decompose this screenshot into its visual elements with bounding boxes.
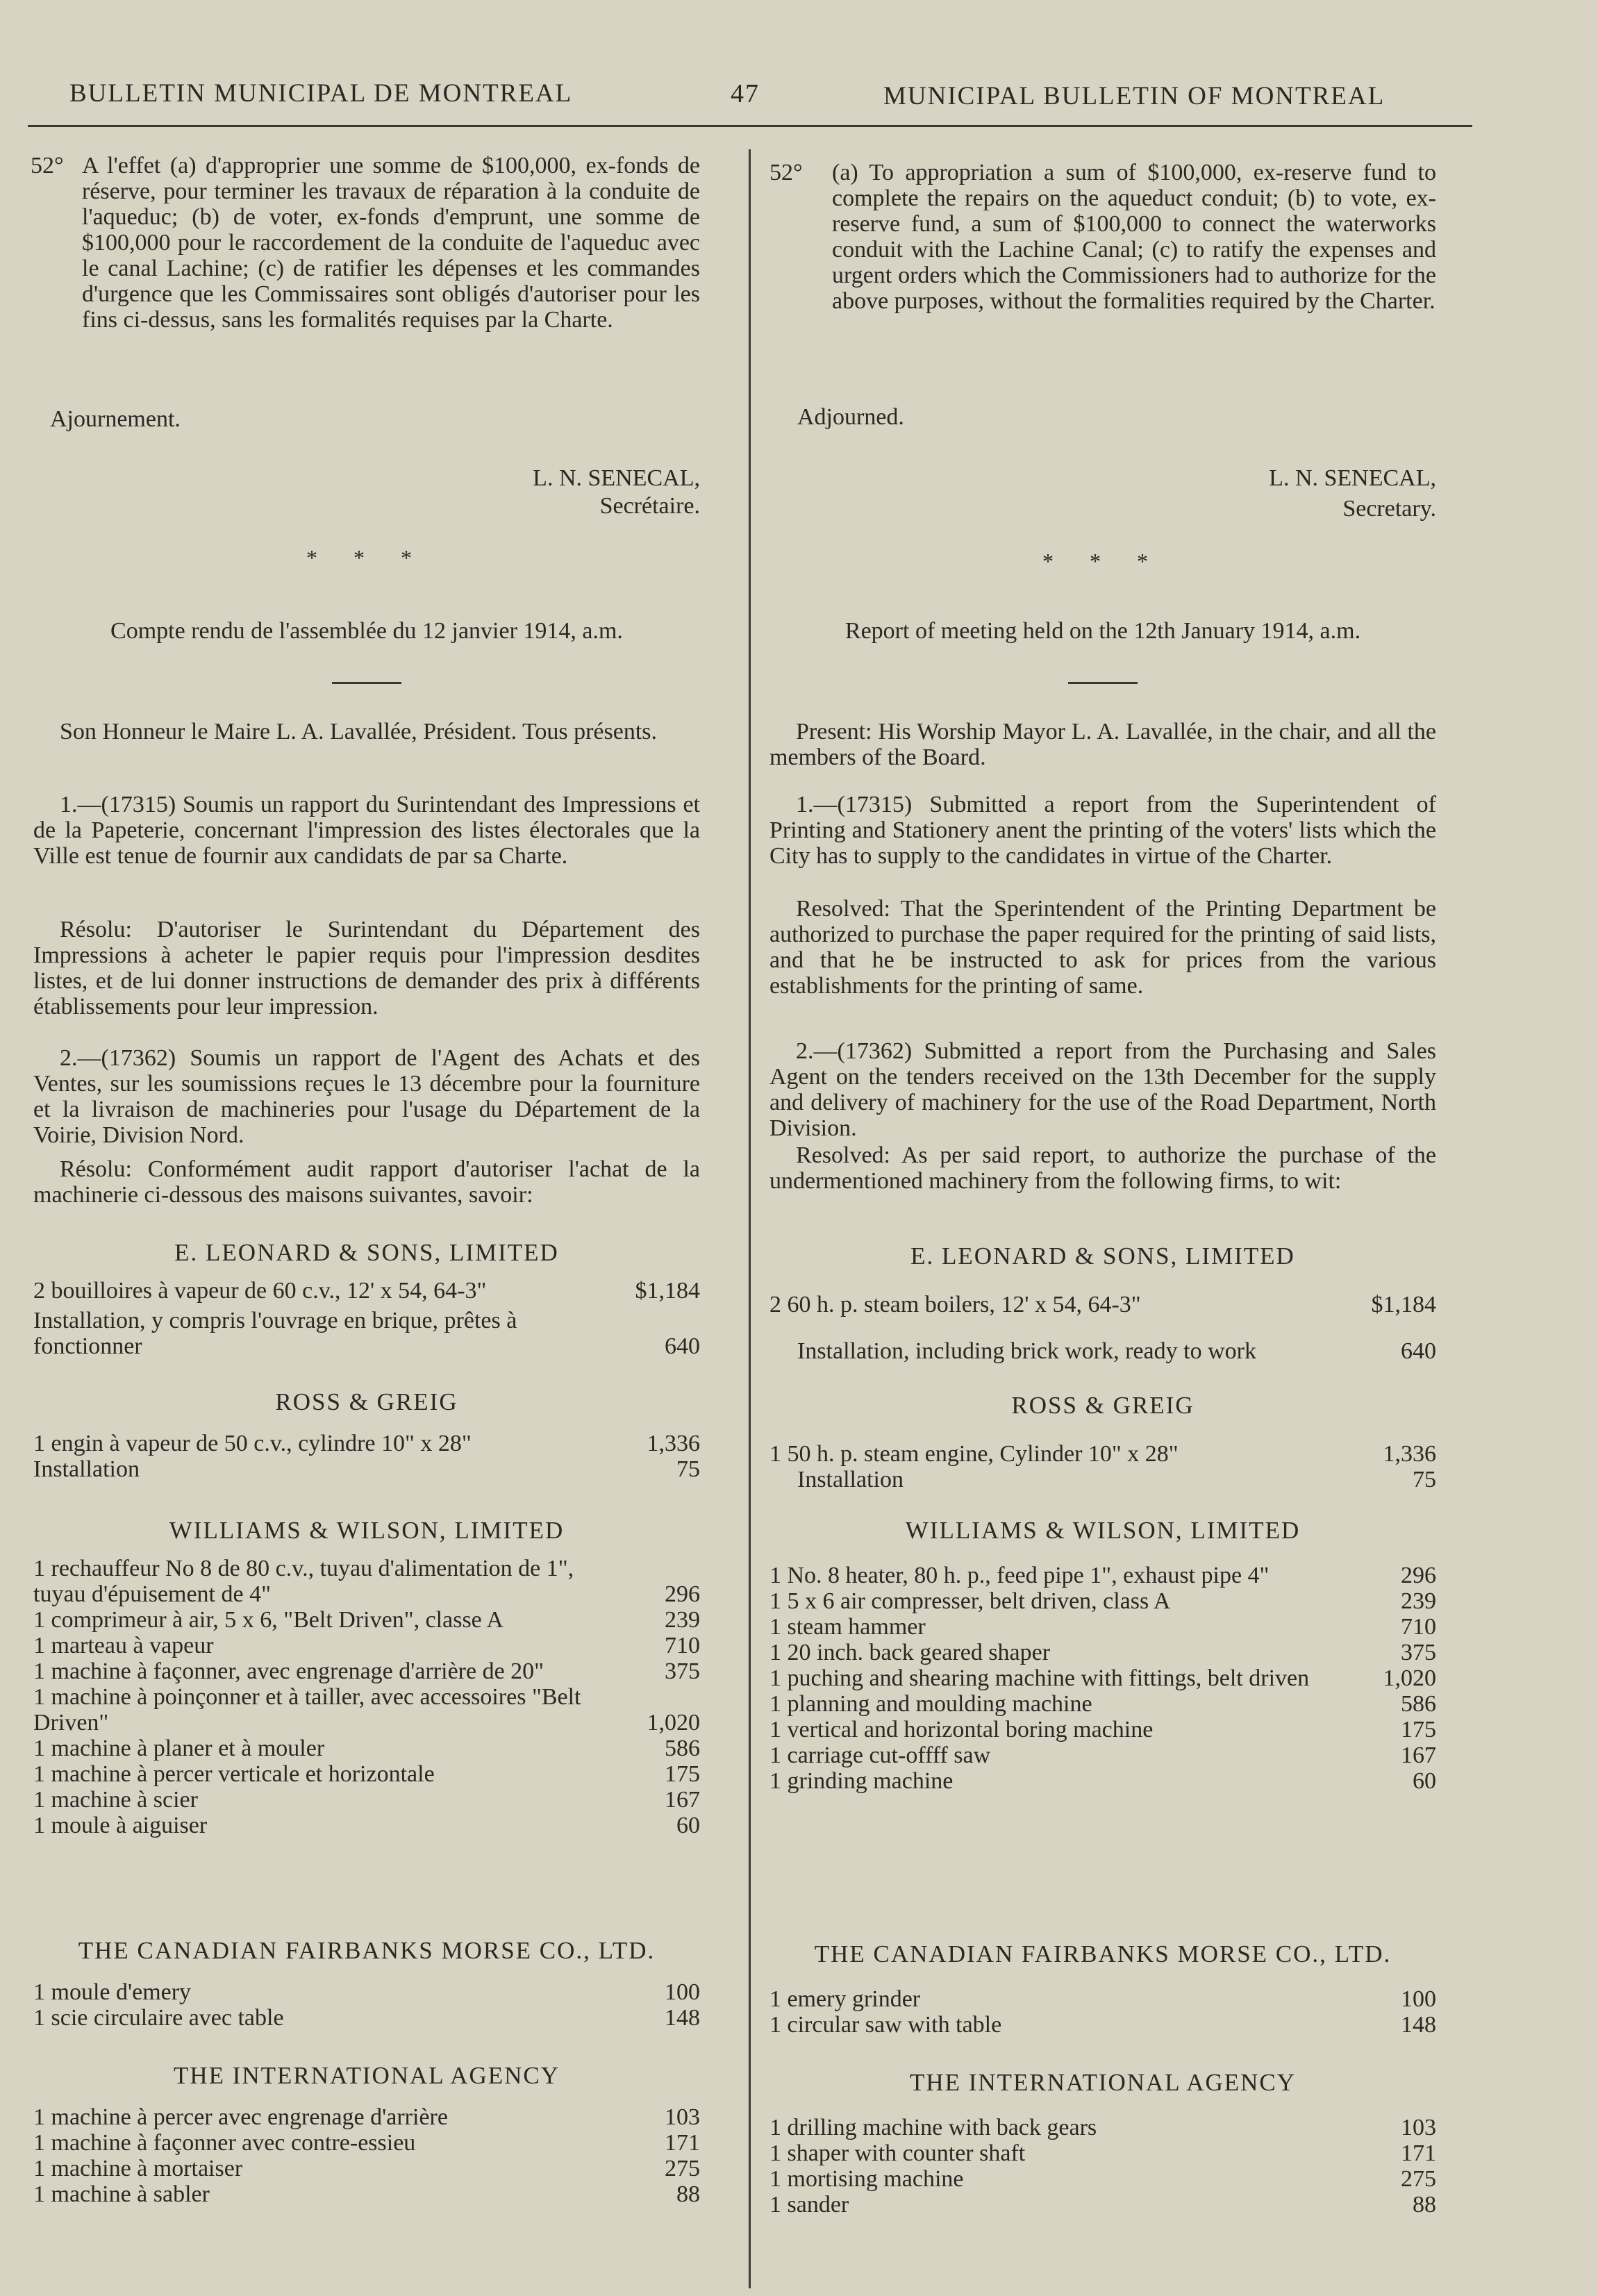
list-item: 1 machine à sabler 88 bbox=[33, 2181, 700, 2207]
resolved-2-en: Resolved: As per said report, to authorize the purchase of the undermentioned machinery from the following firms, to wit: bbox=[769, 1142, 1436, 1194]
page-number: 47 bbox=[731, 79, 760, 108]
list-fairbanks-fr bbox=[33, 1979, 700, 2031]
list-item: 1 machine à poinçonner et à tailler, avec accessoires "Belt Driven" 1,020 bbox=[33, 1684, 700, 1736]
list-item: 1 machine à percer avec engrenage d'arrière 103 bbox=[33, 2104, 700, 2130]
list-item: 1 marteau à vapeur 710 bbox=[33, 1633, 700, 1658]
list-leonard-fr bbox=[33, 1278, 700, 1359]
list-item: 1 vertical and horizontal boring machine 175 bbox=[769, 1717, 1436, 1742]
short-rule-en bbox=[1068, 682, 1138, 684]
item-52-number: 52° bbox=[31, 153, 64, 178]
list-williams-en bbox=[769, 1563, 1436, 1794]
list-item: 1 rechauffeur No 8 de 80 c.v., tuyau d'alimentation de 1", tuyau d'épuisement de 4" 296 bbox=[33, 1556, 700, 1607]
firm-leonard-fr: E. LEONARD & SONS, LIMITED bbox=[174, 1239, 559, 1266]
list-item: 1 50 h. p. steam engine, Cylinder 10" x 28" 1,336 bbox=[769, 1441, 1436, 1467]
header-right-title: MUNICIPAL BULLETIN OF MONTREAL bbox=[883, 82, 1385, 110]
resolved-1-fr: Résolu: D'autoriser le Surintendant du Département des Impressions à acheter le papier requis pour l'impression desdites listes, et de lui donner instructions de demander des prix à différents établissements pour leur impression. bbox=[33, 917, 700, 1020]
report-title-fr: Compte rendu de l'assemblée du 12 janvier 1914, a.m. bbox=[110, 618, 623, 644]
list-item: 1 planning and moulding machine 586 bbox=[769, 1691, 1436, 1717]
list-item: 1 shaper with counter shaft 171 bbox=[769, 2140, 1436, 2166]
separator-stars-en: * * * bbox=[1042, 549, 1163, 574]
item-52-text: A l'effet (a) d'approprier une somme de $100,000, ex-fonds de réserve, pour terminer les travaux de réparation à la conduite de l'aqueduc; (b) de voter, ex-fonds d'emprunt, une somme de $100,000 pour le raccordement de la conduite de l'aqueduc avec le canal Lachine; (c) de ratifier les dépenses et les commandes d'urgence que les Commissaires sont obligés d'autoriser pour les fins ci-dessus, sans les formalités requises par la Charte. bbox=[82, 153, 700, 333]
header-left-title: BULLETIN MUNICIPAL DE MONTREAL bbox=[69, 79, 573, 108]
firm-ross-fr: ROSS & GREIG bbox=[275, 1388, 458, 1415]
list-item: 1 steam hammer 710 bbox=[769, 1614, 1436, 1640]
list-item: Installation 75 bbox=[33, 1456, 700, 1482]
list-leonard-en bbox=[769, 1292, 1436, 1364]
list-item: 1 machine à façonner, avec engrenage d'arrière de 20" 375 bbox=[33, 1658, 700, 1684]
list-item: 1 grinding machine 60 bbox=[769, 1768, 1436, 1794]
page-header bbox=[0, 73, 1598, 115]
list-item: 1 carriage cut-offff saw 167 bbox=[769, 1742, 1436, 1768]
list-item: 2 bouilloires à vapeur de 60 c.v., 12' x 54, 64-3" $1,184 bbox=[33, 1278, 700, 1304]
item-2-fr: 2.—(17362) Soumis un rapport de l'Agent des Achats et des Ventes, sur les soumissions reçues le 13 décembre pour la fourniture et la livraison de machineries pour l'usage du Département de la Voirie, Division Nord. bbox=[33, 1045, 700, 1148]
adjourn-en: Adjourned. bbox=[797, 404, 904, 430]
list-item: 1 No. 8 heater, 80 h. p., feed pipe 1", exhaust pipe 4" 296 bbox=[769, 1563, 1436, 1588]
resolved-1-en: Resolved: That the Sperintendent of the Printing Department be authorized to purchase the paper required for the printing of said lists, and that he be instructed to ask for prices from the various establishments for the printing of same. bbox=[769, 896, 1436, 999]
short-rule-fr bbox=[332, 682, 401, 684]
list-item: 1 machine à mortaiser 275 bbox=[33, 2156, 700, 2181]
signature-name-en: L. N. SENECAL, bbox=[1269, 465, 1436, 491]
list-item: 1 circular saw with table 148 bbox=[769, 2012, 1436, 2038]
report-title-en: Report of meeting held on the 12th January 1914, a.m. bbox=[844, 618, 1361, 644]
signature-title-en: Secretary. bbox=[1342, 496, 1436, 522]
firm-international-en: THE INTERNATIONAL AGENCY bbox=[909, 2069, 1297, 2096]
firm-williams-en: WILLIAMS & WILSON, LIMITED bbox=[905, 1517, 1301, 1544]
list-item: 1 machine à façonner avec contre-essieu 171 bbox=[33, 2130, 700, 2156]
firm-leonard-en: E. LEONARD & SONS, LIMITED bbox=[910, 1242, 1295, 1270]
header-rule bbox=[28, 125, 1472, 127]
adjourn-fr: Ajournement. bbox=[50, 406, 181, 432]
list-item: 1 comprimeur à air, 5 x 6, "Belt Driven", classe A 239 bbox=[33, 1607, 700, 1633]
list-item: Installation, including brick work, ready to work 640 bbox=[797, 1338, 1436, 1364]
list-ross-en bbox=[769, 1441, 1436, 1492]
item-52-fr bbox=[33, 153, 700, 333]
list-ross-fr bbox=[33, 1431, 700, 1482]
column-divider bbox=[749, 149, 751, 2288]
list-item: 1 emery grinder 100 bbox=[769, 1986, 1436, 2012]
list-item: 2 60 h. p. steam boilers, 12' x 54, 64-3" $1,184 bbox=[769, 1292, 1436, 1317]
separator-stars-fr: * * * bbox=[306, 545, 427, 570]
item-52-text: (a) To appropriation a sum of $100,000, ex-reserve fund to complete the repairs on the aqueduct conduit; (b) to vote, ex-reserve fund, a sum of $100,000 to connect the waterworks conduit with the Lachine Canal; (c) to ratify the expenses and urgent orders which the Commissioners had to authorize for the above purposes, without the formalities required by the Charter. bbox=[832, 160, 1436, 314]
list-item: Installation, y compris l'ouvrage en brique, prêtes à fonctionner 640 bbox=[33, 1308, 700, 1359]
list-item: 1 machine à scier 167 bbox=[33, 1787, 700, 1813]
list-item: 1 sander 88 bbox=[769, 2192, 1436, 2218]
list-item: 1 scie circulaire avec table 148 bbox=[33, 2005, 700, 2031]
item-52-number: 52° bbox=[769, 160, 803, 185]
list-item: 1 machine à percer verticale et horizontale 175 bbox=[33, 1761, 700, 1787]
list-item: Installation 75 bbox=[797, 1467, 1436, 1492]
list-fairbanks-en bbox=[769, 1986, 1436, 2038]
list-item: 1 drilling machine with back gears 103 bbox=[769, 2115, 1436, 2140]
list-item: 1 engin à vapeur de 50 c.v., cylindre 10" x 28" 1,336 bbox=[33, 1431, 700, 1456]
signature-name-fr: L. N. SENECAL, bbox=[533, 465, 700, 491]
present-en: Present: His Worship Mayor L. A. Lavallée, in the chair, and all the members of the Board. bbox=[769, 719, 1436, 770]
resolved-2-fr: Résolu: Conformément audit rapport d'autoriser l'achat de la machinerie ci-dessous des maisons suivantes, savoir: bbox=[33, 1156, 700, 1208]
firm-fairbanks-fr: THE CANADIAN FAIRBANKS MORSE CO., LTD. bbox=[78, 1937, 656, 1964]
item-52-en bbox=[769, 160, 1436, 314]
list-williams-fr bbox=[33, 1556, 700, 1838]
firm-ross-en: ROSS & GREIG bbox=[1011, 1392, 1195, 1419]
list-item: 1 20 inch. back geared shaper 375 bbox=[769, 1640, 1436, 1665]
firm-fairbanks-en: THE CANADIAN FAIRBANKS MORSE CO., LTD. bbox=[814, 1940, 1392, 1968]
list-item: 1 moule à aiguiser 60 bbox=[33, 1813, 700, 1838]
list-item: 1 mortising machine 275 bbox=[769, 2166, 1436, 2192]
firm-williams-fr: WILLIAMS & WILSON, LIMITED bbox=[169, 1517, 565, 1544]
list-item: 1 5 x 6 air compresser, belt driven, class A 239 bbox=[769, 1588, 1436, 1614]
list-item: 1 machine à planer et à mouler 586 bbox=[33, 1736, 700, 1761]
signature-title-fr: Secrétaire. bbox=[599, 493, 700, 519]
list-item: 1 moule d'emery 100 bbox=[33, 1979, 700, 2005]
item-1-en: 1.—(17315) Submitted a report from the Superintendent of Printing and Stationery anent the printing of the voters' lists which the City has to supply to the candidates in virtue of the Charter. bbox=[769, 792, 1436, 869]
present-fr: Son Honneur le Maire L. A. Lavallée, Président. Tous présents. bbox=[60, 719, 658, 744]
item-2-en: 2.—(17362) Submitted a report from the Purchasing and Sales Agent on the tenders received on the 13th December for the supply and delivery of machinery for the use of the Road Department, North Division. bbox=[769, 1038, 1436, 1141]
list-international-en bbox=[769, 2115, 1436, 2218]
list-international-fr bbox=[33, 2104, 700, 2207]
list-item: 1 puching and shearing machine with fittings, belt driven 1,020 bbox=[769, 1665, 1436, 1691]
firm-international-fr: THE INTERNATIONAL AGENCY bbox=[173, 2062, 560, 2089]
item-1-fr: 1.—(17315) Soumis un rapport du Surintendant des Impressions et de la Papeterie, concernant l'impression des listes électorales que la Ville est tenue de fournir aux candidats de par sa Charte. bbox=[33, 792, 700, 869]
